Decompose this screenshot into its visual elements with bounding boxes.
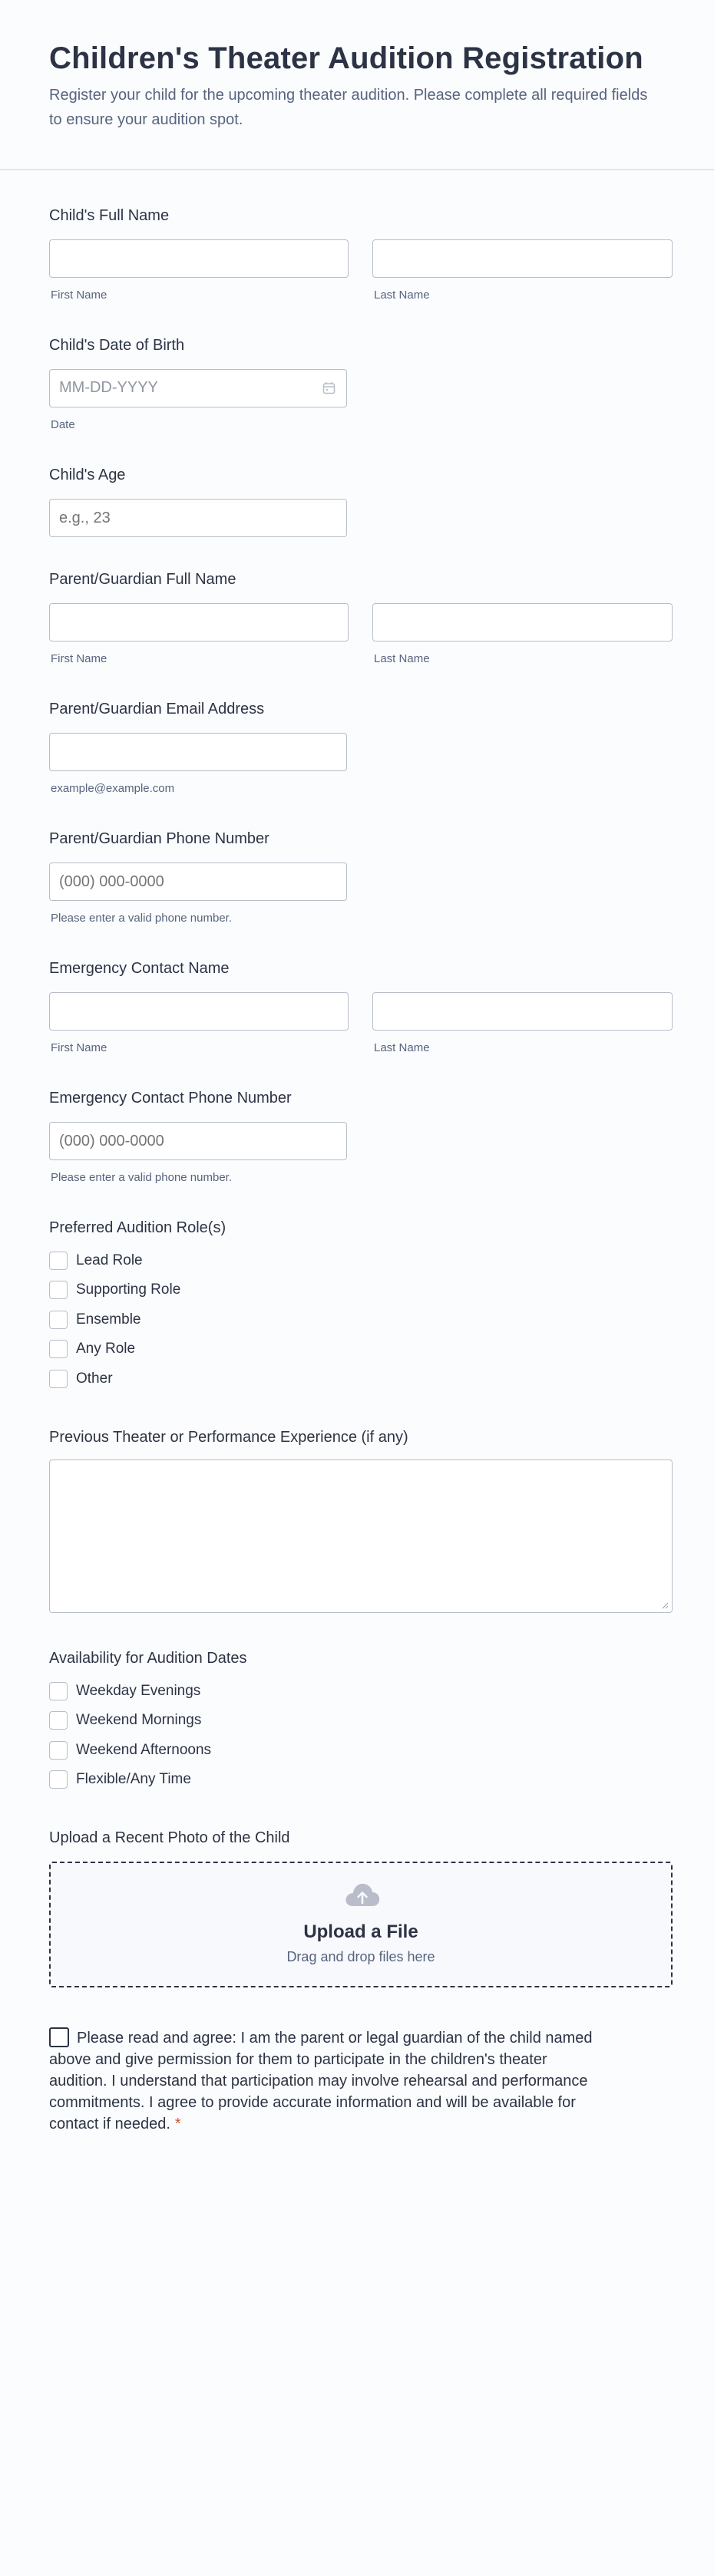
agreement-field xyxy=(49,2027,594,2135)
emergency-last-name-sublabel: Last Name xyxy=(374,1041,430,1054)
child-age-field xyxy=(49,465,673,542)
role-checkbox[interactable] xyxy=(49,1340,68,1358)
availability-checkbox[interactable] xyxy=(49,1770,68,1789)
parent-name-field xyxy=(49,569,673,669)
roles-field xyxy=(49,1218,673,1394)
parent-email-input[interactable] xyxy=(49,733,347,771)
photo-label: Upload a Recent Photo of the Child xyxy=(49,1829,290,1846)
child-dob-sublabel: Date xyxy=(51,418,75,431)
emergency-name-field xyxy=(49,958,673,1058)
role-option[interactable] xyxy=(49,1338,135,1360)
availability-option-label: Weekend Mornings xyxy=(76,1712,202,1728)
child-dob-input[interactable] xyxy=(49,369,347,407)
availability-option[interactable] xyxy=(49,1710,201,1731)
calendar-icon[interactable] xyxy=(322,381,336,394)
cloud-upload-icon xyxy=(344,1880,381,1909)
child-last-name-sublabel: Last Name xyxy=(374,289,430,302)
availability-option-label: Weekend Afternoons xyxy=(76,1742,212,1758)
emergency-phone-sublabel: Please enter a valid phone number. xyxy=(51,1171,232,1184)
role-option[interactable] xyxy=(49,1279,180,1301)
experience-field xyxy=(49,1427,673,1619)
parent-phone-field xyxy=(49,829,673,928)
parent-email-field xyxy=(49,699,673,799)
parent-phone-input[interactable] xyxy=(49,863,347,901)
emergency-phone-input[interactable] xyxy=(49,1122,347,1160)
agreement-text: Please read and agree: I am the parent or legal guardian of the child named above and give permission for them to participate in the children's theater audition. I understand that participation may involve rehearsal and performance commitments. I agree to provide accurate information and will be available for contact if needed. xyxy=(49,2030,593,2132)
upload-subtitle: Drag and drop files here xyxy=(286,1949,435,1964)
emergency-last-name-input[interactable] xyxy=(372,992,673,1031)
agreement-checkbox[interactable] xyxy=(49,2027,69,2047)
child-first-name-input[interactable] xyxy=(49,239,349,278)
child-last-name-input[interactable] xyxy=(372,239,673,278)
role-option-label: Other xyxy=(76,1370,113,1387)
availability-option[interactable] xyxy=(49,1740,211,1761)
availability-checkbox[interactable] xyxy=(49,1741,68,1760)
upload-title: Upload a File xyxy=(303,1921,418,1942)
child-dob-placeholder: MM-DD-YYYY xyxy=(59,379,158,396)
roles-label: Preferred Audition Role(s) xyxy=(49,1219,226,1236)
parent-name-label: Parent/Guardian Full Name xyxy=(49,571,236,588)
child-name-field xyxy=(49,206,673,305)
role-option-label: Supporting Role xyxy=(76,1281,181,1298)
parent-first-name-input[interactable] xyxy=(49,603,349,642)
parent-phone-label: Parent/Guardian Phone Number xyxy=(49,830,269,847)
role-option-label: Any Role xyxy=(76,1341,136,1357)
parent-last-name-input[interactable] xyxy=(372,603,673,642)
role-option[interactable] xyxy=(49,1368,113,1390)
availability-option-label: Flexible/Any Time xyxy=(76,1771,191,1787)
resize-handle-icon[interactable] xyxy=(661,1601,669,1609)
parent-email-label: Parent/Guardian Email Address xyxy=(49,701,265,717)
experience-textarea[interactable] xyxy=(49,1460,673,1613)
role-checkbox[interactable] xyxy=(49,1281,68,1299)
role-checkbox[interactable] xyxy=(49,1252,68,1270)
form-header xyxy=(0,0,714,170)
page-title: Children's Theater Audition Registration xyxy=(49,41,643,75)
role-option[interactable] xyxy=(49,1250,143,1272)
availability-field xyxy=(49,1648,673,1802)
parent-last-name-sublabel: Last Name xyxy=(374,652,430,665)
child-dob-label: Child's Date of Birth xyxy=(49,337,185,354)
role-option-label: Lead Role xyxy=(76,1252,143,1268)
parent-first-name-sublabel: First Name xyxy=(51,652,107,665)
role-checkbox[interactable] xyxy=(49,1311,68,1329)
role-checkbox[interactable] xyxy=(49,1370,68,1388)
role-option[interactable] xyxy=(49,1309,141,1331)
child-first-name-sublabel: First Name xyxy=(51,289,107,302)
emergency-phone-field xyxy=(49,1088,673,1188)
availability-option[interactable] xyxy=(49,1681,200,1702)
child-dob-field xyxy=(49,335,673,435)
availability-label: Availability for Audition Dates xyxy=(49,1650,247,1667)
page-subtitle: Register your child for the upcoming theater audition. Please complete all required fields to ensure your audition spot. xyxy=(49,87,648,128)
child-age-input[interactable] xyxy=(49,499,347,537)
emergency-name-label: Emergency Contact Name xyxy=(49,960,230,977)
emergency-phone-label: Emergency Contact Phone Number xyxy=(49,1090,292,1107)
availability-option[interactable] xyxy=(49,1769,191,1790)
required-asterisk: * xyxy=(174,2116,181,2132)
emergency-first-name-input[interactable] xyxy=(49,992,349,1031)
file-upload-dropzone[interactable] xyxy=(49,1862,673,1987)
parent-email-sublabel: example@example.com xyxy=(51,782,175,795)
role-option-label: Ensemble xyxy=(76,1311,141,1328)
availability-option-label: Weekday Evenings xyxy=(76,1683,201,1699)
availability-checkbox[interactable] xyxy=(49,1711,68,1730)
experience-label: Previous Theater or Performance Experience (if any) xyxy=(49,1429,408,1446)
availability-checkbox[interactable] xyxy=(49,1682,68,1700)
child-age-label: Child's Age xyxy=(49,467,126,483)
parent-phone-sublabel: Please enter a valid phone number. xyxy=(51,912,232,925)
photo-field xyxy=(49,1828,673,1997)
child-name-label: Child's Full Name xyxy=(49,207,170,224)
emergency-first-name-sublabel: First Name xyxy=(51,1041,107,1054)
